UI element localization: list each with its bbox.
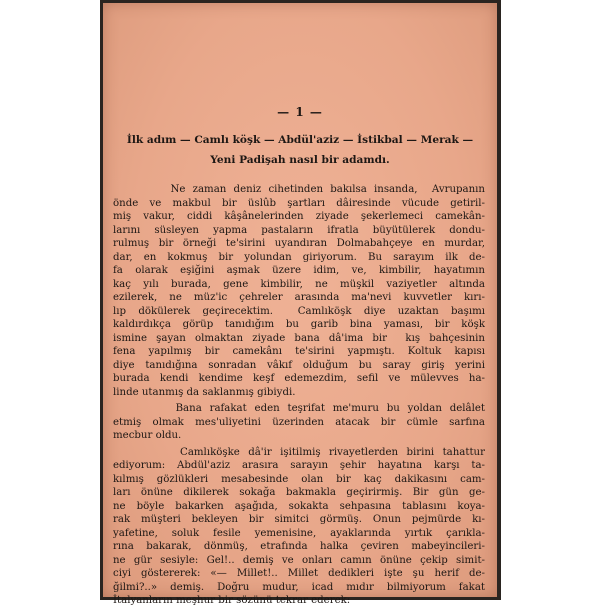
text-line: ğilmi?..» demiş. Doğru mudur, icad mıdır bilmiyorum fakat — [113, 581, 485, 593]
chapter-subtitle-line-2: Yeni Padişah nasıl bir adamdı. — [210, 154, 390, 166]
text-line: kılmış gözlükleri mesabesinde olan bir kaç dakikasını cam- — [113, 473, 485, 485]
text-line: kaç yılı burada, gene kimbilir, ne müşkil vaziyetler altında — [113, 278, 485, 290]
text-line: fena yapılmış bir camekânı te'sirini yapmıştı. Koltuk kapısı — [113, 346, 485, 357]
book-page — [103, 3, 497, 606]
text-line: ciyi göstererek: «— Millet!.. Millet dedikleri işte şu herif de- — [113, 568, 485, 579]
text-line: yafetine, soluk fesile yemenisine, ayaklarında yırtık çarıkla- — [113, 527, 485, 539]
text-line: ediyorum: Abdül'aziz arasıra sarayın şehir hayatına karşı ta- — [113, 460, 485, 471]
paragraph — [113, 183, 485, 399]
text-line: rulmuş bir örneği te'sirini uyandıran Dolmabahçeye en murdar, — [113, 238, 485, 249]
text-line: İtalyanların meşhur bir sözünü tekrar ederek: — [113, 595, 351, 606]
text-line: Ne zaman deniz cihetinden bakılsa insanda, Avrupanın — [113, 184, 485, 195]
text-line: kaldırdıkça görüp tanıdığım bu garib bina yaması, bir köşk — [113, 319, 485, 330]
body-text — [113, 183, 485, 608]
text-line: ları önüne dikilerek sokağa bakmakla geçirirmiş. Bir gün ge- — [113, 487, 485, 498]
text-line: rak müşteri bekleyen bir simitci görmüş. Onun pejmürde kı- — [113, 514, 485, 525]
text-line: fa olarak eşiğini aşmak üzere idim, ve, kimbilir, hayatımın — [113, 265, 485, 276]
text-line: ismine şayan olmaktan ziyade bana dâ'ima bir kış bahçesinin — [113, 332, 485, 344]
text-line: burada kendi kendime keşf edemezdim, sefil ve mülevves ha- — [113, 373, 485, 384]
text-line: ne böyle bakarken aşağıda, sokakta sehpasına tablasını koya- — [113, 500, 485, 512]
text-line: önde ve makbul bir üslûb şartları dâiresinde vücude getiril- — [113, 197, 485, 209]
paragraph — [113, 446, 485, 608]
text-line: linde utanmış da saklanmış gibiydi. — [113, 386, 296, 398]
chapter-number: — 1 — — [277, 105, 323, 119]
text-line: lıp dökülerek geçirecektim. Camlıköşk diye uzaktan başımı — [113, 305, 485, 317]
text-line: rına bakarak, dönmüş, etrafında halka çeviren mabeyincileri- — [113, 541, 485, 552]
chapter-subtitle-line-1: İlk adım — Camlı köşk — Abdül'aziz — İstikbal — Merak — — [126, 134, 474, 146]
text-line: mecbur oldu. — [113, 430, 182, 441]
text-line: larını süsleyen yapma pastaların ifratla büyütülerek dondu- — [113, 224, 485, 236]
text-line: Bana rafakat eden teşrifat me'muru bu yoldan delâlet — [113, 403, 485, 414]
text-line: etmiş olmak mes'uliyetini üzerinden atacak bir cümle sarfına — [113, 416, 485, 428]
text-line: ezilerek, ne müz'ic çehreler arasında ma'nevi kuvvetler kırı- — [113, 292, 485, 303]
text-line: ne gür sesiyle: Gel!.. demiş ve onları camın önüne çekip simit- — [113, 554, 485, 566]
text-line: diye tanıdığına sonradan vâkıf olduğum bu saray giriş yerini — [113, 359, 485, 371]
paragraph — [113, 402, 485, 443]
text-line: Camlıköşke dâ'ir işitilmiş rivayetlerden birini tahattur — [113, 446, 485, 458]
text-line: dar, en kokmuş bir yolundan giriyorum. Bu sarayım ilk de- — [113, 251, 485, 263]
text-line: miş vakur, ciddi kâşânelerinden ziyade şekerlemeci camekân- — [113, 211, 485, 222]
